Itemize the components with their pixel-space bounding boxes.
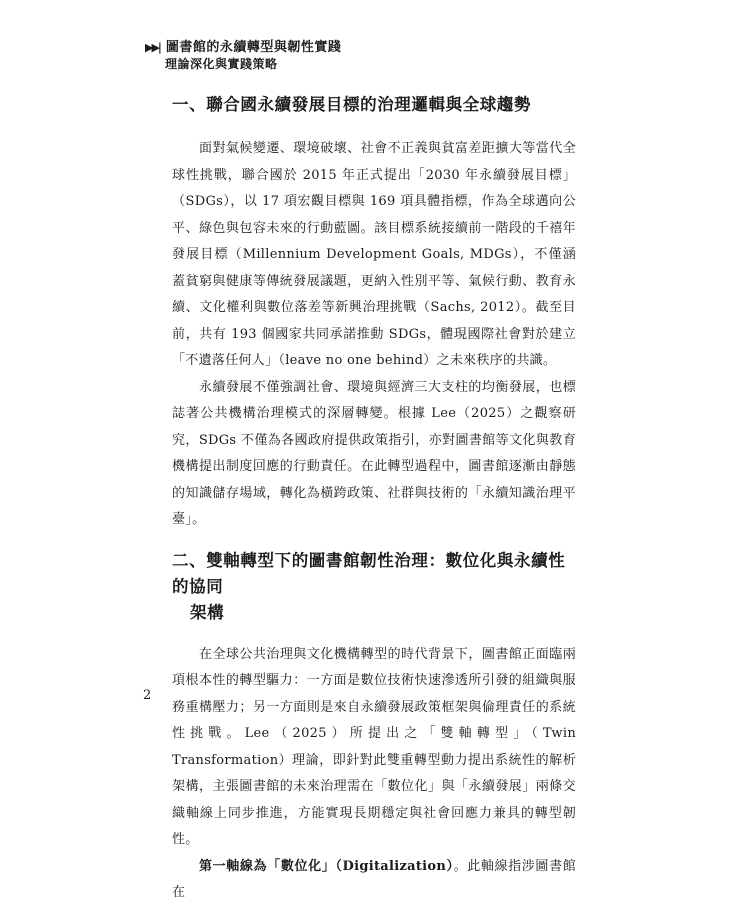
paragraph: 在全球公共治理與文化機構轉型的時代背景下，圖書館正面臨兩項根本性的轉型驅力：一方面是數位技術快速滲透所引發的組織與服務重構壓力；另一方面則是來自永續發展政策框架與倫理責任的系統性挑戰。Lee（2025）所提出之「雙軸轉型」（Twin Transformation）理論，即針對此雙重轉型動力提出系統性的解析架構，主張圖書館的未來治理需在「數位化」與「永續發展」兩條交織軸線上同步推進，方能實現長期穩定與社會回應力兼具的轉型韌性。 [172, 646, 576, 847]
section-heading-2-line2: 架構 [190, 602, 225, 622]
chapter-marker-icon: ▶▶| [145, 41, 160, 54]
running-header [145, 40, 625, 72]
paragraph: 永續發展不僅強調社會、環境與經濟三大支柱的均衡發展，也標誌著公共機構治理模式的深層轉變。根據 Lee（2025）之觀察研究，SDGs 不僅為各國政府提供政策指引，亦對圖書館等文化與教育機構提出制度回應的行動責任。在此轉型過程中，圖書館逐漸由靜態的知識儲存場域，轉化為橫跨政策、社群與技術的「永續知識治理平臺」。 [172, 379, 576, 527]
book-title: 圖書館的永續轉型與韌性實踐 [165, 40, 342, 55]
running-header-title-row [145, 40, 625, 56]
page-number: 2 [143, 688, 152, 703]
bold-lead-in: 第一軸線為「數位化」（Digitalization） [199, 858, 454, 874]
page-body [172, 92, 576, 907]
section-heading-2-line1: 二、雙軸轉型下的圖書館韌性治理：數位化與永續性的協同 [172, 550, 566, 596]
paragraph: 面對氣候變遷、環境破壞、社會不正義與貧富差距擴大等當代全球性挑戰，聯合國於 2015 年正式提出「2030 年永續發展目標」（SDGs），以 17 項宏觀目標與 169 項具體指標，作為全球邁向公平、綠色與包容未來的行動藍圖。該目標系統接續前一階段的千禧年發展目標（Millennium Development Goals, MDGs），不僅涵蓋貧窮與健康等傳統發展議題，更納入性別平等、氣候行動、教育永續、文化權利與數位落差等新興治理挑戰（Sachs, 2012）。截至目前，共有 193 個國家共同承諾推動 SDGs，體現國際社會對於建立「不遺落任何人」（leave no one behind）之未來秩序的共識。 [172, 141, 576, 368]
section-heading-2 [172, 548, 576, 626]
paragraph [172, 854, 576, 907]
section-heading-1: 一、聯合國永續發展目標的治理邏輯與全球趨勢 [172, 95, 532, 114]
paragraph-continuation: 。此軸線指涉圖書館在 [172, 858, 577, 900]
book-subtitle: 理論深化與實踐策略 [165, 57, 278, 71]
